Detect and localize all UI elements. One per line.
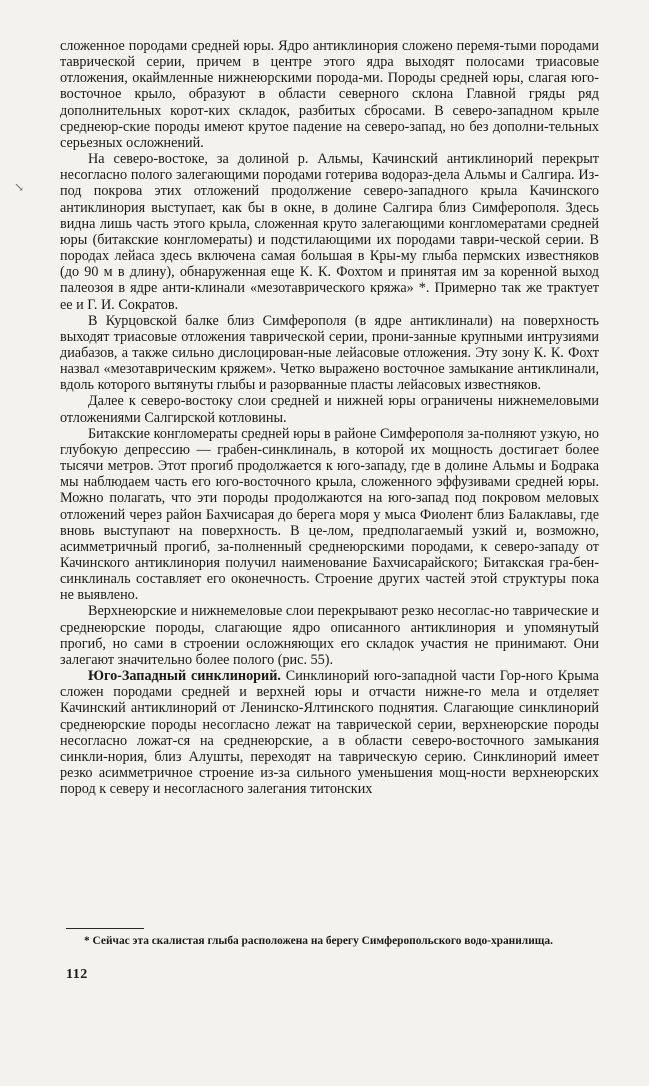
page-number: 112 — [66, 967, 88, 982]
paragraph-4: Далее к северо-востоку слои средней и нижней юры ограничены нижнемеловыми отложениями Салгирской котловины. — [60, 393, 599, 426]
section-heading: Юго-Западный синклинорий. — [88, 668, 281, 685]
page-body — [60, 38, 599, 797]
paragraph-3: В Курцовской балке близ Симферополя (в ядре антиклинали) на поверхность выходят триасовые отложения таврической серии, прони-занные крупными интрузиями диабазов, а также сильно дислоцирован-ные лейасовые отложения. Эту зону К. К. Фохт назвал «мезотаврическим кряжем». Четко выражено восточное замыкание антиклинали, вдоль которого вытянуты глыбы и разорванные пласты лейасовых известняков. — [60, 312, 599, 394]
footnote: * Сейчас эта скалистая глыба расположена на берегу Симферопольского водо-хранилища. — [84, 935, 553, 947]
paragraph-6: Верхнеюрские и нижнемеловые слои перекрывают резко несоглас-но таврические и среднеюрские породы, слагающие ядро описанного антиклинория и упомянутый прогиб, но сами в строении осложняющих его складок участия не принимают. Они залегают значительно более полого (рис. 55). — [60, 603, 599, 668]
footnote-divider — [66, 928, 144, 929]
paragraph-2: На северо-востоке, за долиной р. Альмы, Качинский антиклинорий перекрыт несогласно полого залегающими породами готерива водораз-дела Альмы и Салгира. Из-под покрова этих отложений продолжение северо-западного крыла Качинского антиклинория выступает, как бы в окне, в долине Салгира близ Симферополя. Здесь видна лишь часть этого крыла, сложенная круто залегающими конгломератами средней юры (битакские конгломераты) и подстилающими их породами таври-ческой серии. В породах лейаса здесь включена самая большая в Кры-му глыба пермских известняков (до 90 м в длину), обнаруженная еще К. К. Фохтом и принятая им за коренной выход палеозоя в ядре анти-клинали «мезотаврического кряжа» *. Примерно так же трактует ее и Г. И. Сократов. — [60, 151, 599, 313]
paragraph-7 — [60, 668, 599, 797]
margin-mark: ↘ — [14, 180, 25, 194]
paragraph-7-text: Синклинорий юго-западной части Гор-ного Крыма сложен породами средней и верхней юры и отчасти нижне-го мела и отделяет Качинский антиклинорий от Ленинско-Ялтинского поднятия. Слагающие синклинорий среднеюрские породы несогласно лежат на таврической серии, верхнеюрские породы несогласно ложат-ся на среднеюрские, а в области северо-восточного замыкания синкли-нория, близ Алушты, переходят на таврическую серию. Синклинорий имеет резко асимметричное строение из-за сильного уменьшения мощ-ности верхнеюрских пород к северу и несогласного залегания титонских — [60, 668, 599, 798]
paragraph-5: Битакские конгломераты средней юры в районе Симферополя за-полняют узкую, но глубокую депрессию — грабен-синклиналь, в которой их мощность достигает более тысячи метров. Этот прогиб продолжается к юго-западу, где в долине Альмы и Бодрака мы наблюдаем часть его юго-восточного крыла, сложенного эффузивами средней юры. Можно полагать, что эти породы продолжаются на юго-запад под покровом меловых отложений через район Бахчисарая до берега моря у мыса Фиолент близ Балаклавы, где вновь выступают на поверхность. В це-лом, предполагаемый узкий и, возможно, асимметричный прогиб, за-полненный среднеюрскими породами, к северо-западу от Качинского антиклинория получил наименование Бахчисарайского; Битакская гра-бен-синклиналь составляет его оконечность. Строение других частей этой структуры пока не выявлено. — [60, 425, 599, 604]
paragraph-1: сложенное породами средней юры. Ядро антиклинория сложено перемя-тыми породами таврической серии, причем в центре этого ядра выходят полосами триасовые отложения, окаймленные нижнеюрскими порода-ми. Породы средней юры, слагая юго-восточное крыло, образуют в области северного склона Главной гряды ряд дополнительных корот-ких складок, разбитых сбросами. В северо-западном крыле среднеюр-ские породы имеют крутое падение на северо-запад, но без дополни-тельных серьезных осложнений. — [60, 38, 599, 151]
